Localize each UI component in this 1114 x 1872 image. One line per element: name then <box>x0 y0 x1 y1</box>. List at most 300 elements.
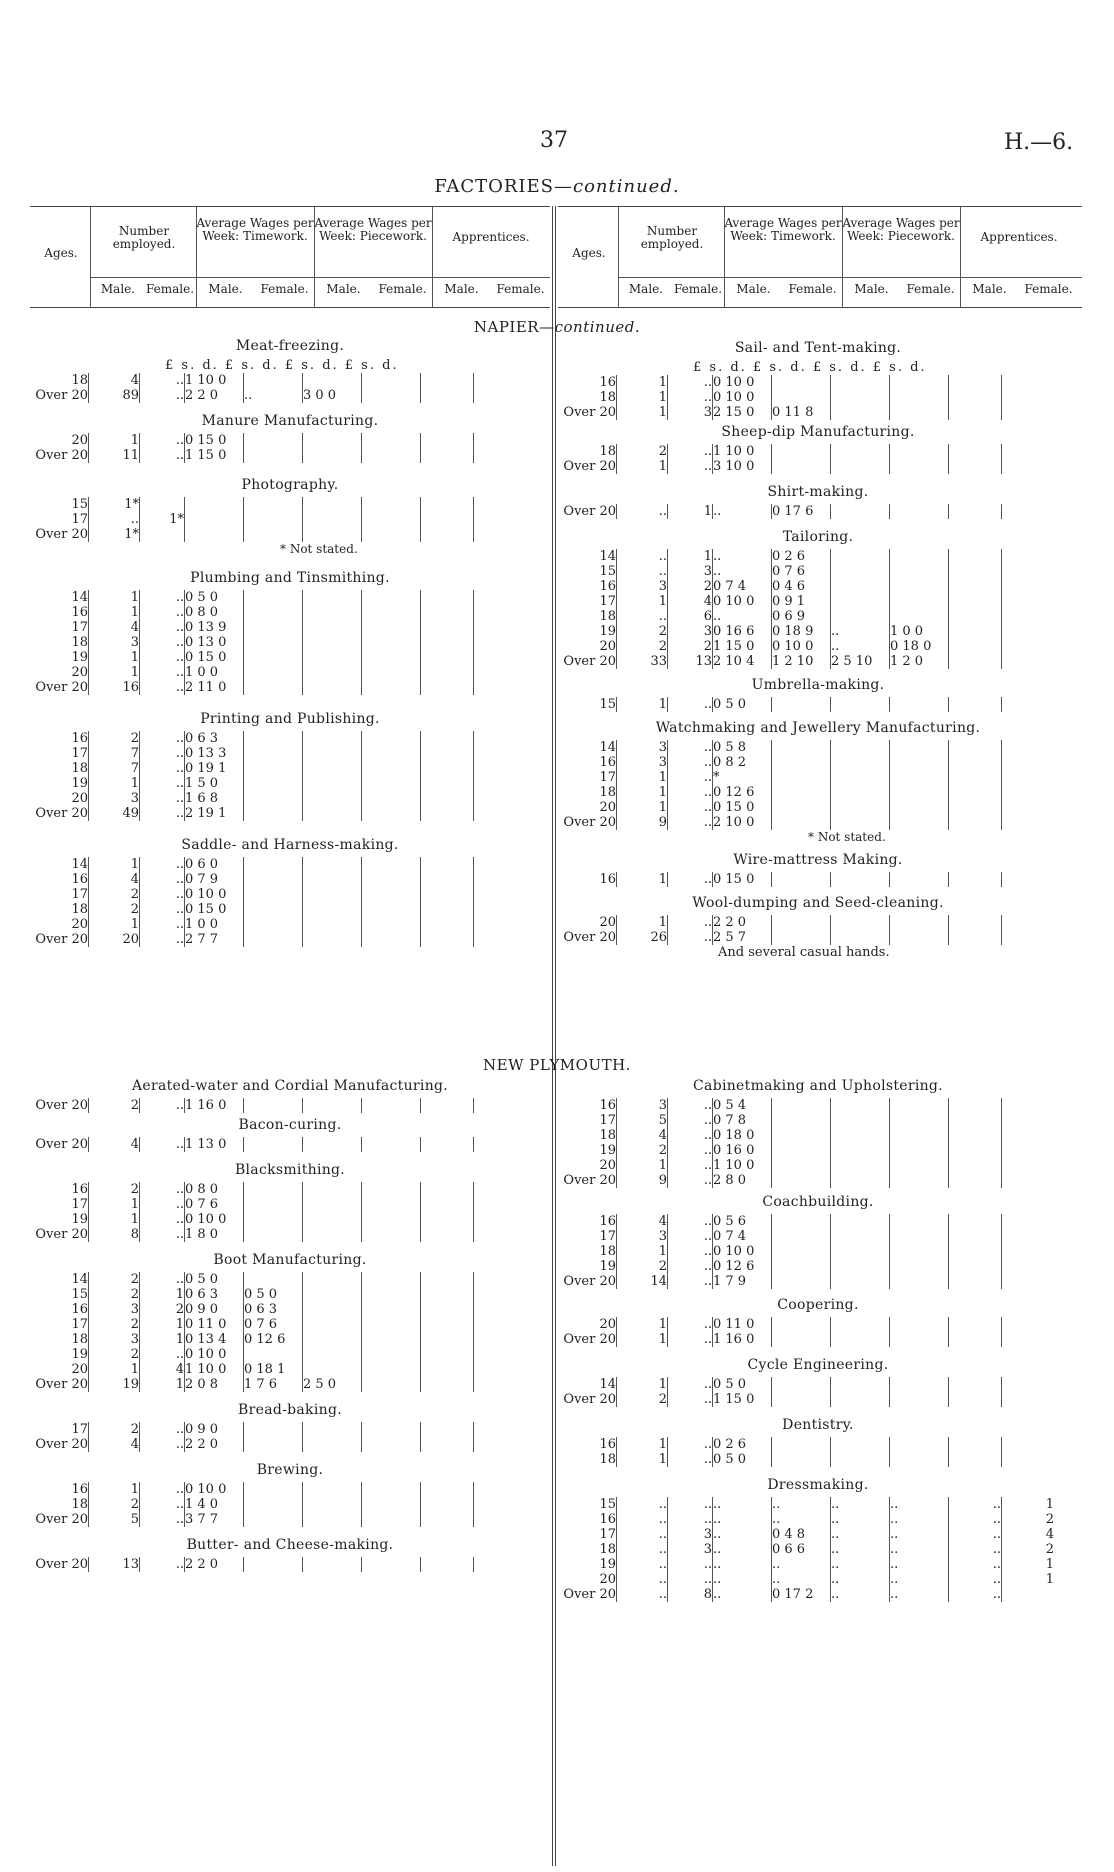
cell-am <box>949 1377 1002 1392</box>
cell-m: 3 <box>617 740 668 755</box>
cell-age: 17 <box>30 1317 89 1332</box>
cell-age: Over 20 <box>558 1332 617 1347</box>
cell-pf <box>362 497 421 512</box>
cell-am <box>421 388 474 403</box>
document-reference: H.—6. <box>1004 130 1074 155</box>
cell-age: 20 <box>30 665 89 680</box>
cell-pm <box>831 1113 890 1128</box>
cell-age: 18 <box>558 1542 617 1557</box>
cell-pm <box>831 755 890 770</box>
cell-pf <box>362 791 421 806</box>
header-number-employed: Number employed. <box>640 224 704 251</box>
wage-table <box>558 444 1054 474</box>
cell-tm: 0 11 0 <box>185 1317 244 1332</box>
cell-af <box>474 1317 527 1332</box>
cell-am <box>949 564 1002 579</box>
table-row <box>30 635 526 650</box>
cell-f: .. <box>668 770 713 785</box>
cell-am <box>949 785 1002 800</box>
cell-am <box>949 815 1002 830</box>
cell-tf: .. <box>244 388 303 403</box>
cell-tf <box>244 1497 303 1512</box>
header-male: Male. <box>854 282 889 296</box>
cell-tf <box>772 1229 831 1244</box>
cell-pf <box>362 1302 421 1317</box>
cell-m: 49 <box>89 806 140 821</box>
cell-f: .. <box>140 590 185 605</box>
table-row <box>30 373 526 388</box>
cell-pf <box>890 444 949 459</box>
cell-tf <box>244 680 303 695</box>
cell-m: 33 <box>617 654 668 669</box>
cell-f: .. <box>140 1437 185 1452</box>
industry-title: Dressmaking. <box>767 1477 869 1493</box>
cell-tm <box>185 527 244 542</box>
cell-pf <box>890 594 949 609</box>
industry-section <box>30 570 550 695</box>
cell-pf <box>362 388 421 403</box>
cell-am <box>949 1158 1002 1173</box>
cell-pm <box>831 459 890 474</box>
cell-tm: 0 5 0 <box>713 1377 772 1392</box>
cell-pf <box>890 1143 949 1158</box>
cell-pf <box>362 1272 421 1287</box>
cell-am <box>421 902 474 917</box>
cell-af <box>474 746 527 761</box>
cell-age: 18 <box>558 609 617 624</box>
industry-section <box>558 529 1078 669</box>
cell-m: 2 <box>617 1143 668 1158</box>
cell-pm: .. <box>831 1542 890 1557</box>
cell-af <box>474 1557 527 1572</box>
cell-af <box>474 1332 527 1347</box>
cell-am <box>421 1512 474 1527</box>
cell-tm: 1 10 0 <box>713 1158 772 1173</box>
cell-tf: 0 9 1 <box>772 594 831 609</box>
cell-pm <box>831 785 890 800</box>
wage-table <box>30 1482 526 1527</box>
industry-title: Dentistry. <box>782 1417 854 1433</box>
table-row <box>30 1482 526 1497</box>
cell-am <box>421 635 474 650</box>
cell-pf <box>890 459 949 474</box>
cell-am <box>421 1422 474 1437</box>
cell-m: 19 <box>89 1377 140 1392</box>
cell-m: 9 <box>617 815 668 830</box>
cell-f: .. <box>668 1173 713 1188</box>
cell-am <box>949 1259 1002 1274</box>
cell-pm <box>303 1497 362 1512</box>
header-piecework: Average Wages per Week: Piecework. <box>314 216 432 243</box>
cell-age: Over 20 <box>558 930 617 945</box>
cell-tf <box>244 665 303 680</box>
cell-tf <box>244 448 303 463</box>
cell-m: 4 <box>89 1137 140 1152</box>
cell-tf: 0 5 0 <box>244 1287 303 1302</box>
cell-m: .. <box>89 512 140 527</box>
table-row <box>30 1287 526 1302</box>
cell-age: 19 <box>30 650 89 665</box>
cell-am <box>949 1452 1002 1467</box>
cell-tf <box>244 917 303 932</box>
cell-m: 1 <box>89 857 140 872</box>
cell-m: 1 <box>617 770 668 785</box>
cell-tf <box>772 1214 831 1229</box>
table-row <box>558 1572 1054 1587</box>
cell-af <box>474 433 527 448</box>
industry-title: Photography. <box>241 477 339 493</box>
cell-tf <box>772 697 831 712</box>
cell-pf <box>890 609 949 624</box>
cell-pf <box>362 527 421 542</box>
cell-m: 3 <box>89 791 140 806</box>
cell-pm <box>831 740 890 755</box>
header-number-employed: Number employed. <box>112 224 176 251</box>
cell-pf <box>890 1274 949 1289</box>
cell-af <box>1002 1377 1055 1392</box>
cell-pf <box>362 887 421 902</box>
cell-pf: 0 18 0 <box>890 639 949 654</box>
cell-pm <box>831 1214 890 1229</box>
table-row <box>30 1362 526 1377</box>
cell-m: 1 <box>89 1197 140 1212</box>
cell-af <box>474 917 527 932</box>
cell-m: 2 <box>89 1422 140 1437</box>
cell-am <box>949 549 1002 564</box>
table-row <box>30 605 526 620</box>
table-row <box>558 815 1054 830</box>
cell-f: .. <box>668 444 713 459</box>
cell-pf <box>362 1437 421 1452</box>
cell-af <box>474 887 527 902</box>
wage-table <box>30 1098 526 1113</box>
cell-tf <box>244 1422 303 1437</box>
cell-am <box>949 654 1002 669</box>
table-row <box>558 609 1054 624</box>
cell-tf <box>244 1347 303 1362</box>
cell-am <box>421 1377 474 1392</box>
industry-title: Cycle Engineering. <box>747 1357 889 1373</box>
cell-age: 16 <box>30 605 89 620</box>
table-row <box>558 1143 1054 1158</box>
cell-pm <box>831 1158 890 1173</box>
cell-pm <box>303 1227 362 1242</box>
cell-pm <box>831 375 890 390</box>
cell-m: 1* <box>89 527 140 542</box>
cell-tm: 2 2 0 <box>713 915 772 930</box>
table-row <box>30 806 526 821</box>
table-row <box>558 1557 1054 1572</box>
cell-pm <box>303 605 362 620</box>
cell-am <box>421 1227 474 1242</box>
cell-af: 1 <box>1045 1497 1054 1512</box>
industry-section <box>30 837 550 947</box>
table-row <box>30 433 526 448</box>
cell-af <box>474 857 527 872</box>
cell-af <box>474 388 527 403</box>
cell-pf <box>890 1229 949 1244</box>
cell-pm: .. <box>831 1557 890 1572</box>
cell-am <box>421 373 474 388</box>
table-row <box>558 1259 1054 1274</box>
cell-am: .. <box>949 1527 1002 1542</box>
cell-tm: 1 5 0 <box>185 776 244 791</box>
cell-af <box>1002 755 1055 770</box>
cell-f <box>140 527 185 542</box>
cell-tf <box>772 444 831 459</box>
cell-age: Over 20 <box>30 806 89 821</box>
cell-pm <box>303 917 362 932</box>
cell-m: .. <box>617 1557 668 1572</box>
cell-pf <box>890 930 949 945</box>
cell-age: Over 20 <box>558 1392 617 1407</box>
industry-section <box>558 1357 1078 1407</box>
cell-m: 2 <box>89 1287 140 1302</box>
cell-af <box>474 605 527 620</box>
cell-age: 19 <box>558 1259 617 1274</box>
cell-m: 1 <box>617 459 668 474</box>
footnote: * Not stated. <box>280 542 358 556</box>
cell-f <box>140 497 185 512</box>
cell-am <box>421 1197 474 1212</box>
cell-pm <box>831 770 890 785</box>
cell-pm <box>303 665 362 680</box>
cell-am: .. <box>949 1512 1002 1527</box>
cell-age: 18 <box>558 785 617 800</box>
cell-age: Over 20 <box>30 1227 89 1242</box>
cell-pf <box>362 902 421 917</box>
wage-table <box>30 857 526 947</box>
table-row <box>558 1214 1054 1229</box>
industry-section <box>558 1417 1078 1467</box>
cell-pf <box>890 755 949 770</box>
header-female: Female. <box>673 282 723 296</box>
cell-f: 3 <box>668 624 713 639</box>
cell-f: .. <box>668 375 713 390</box>
header-timework: Average Wages per Week: Timework. <box>724 216 842 243</box>
cell-tf <box>244 1182 303 1197</box>
cell-pm: .. <box>831 639 890 654</box>
cell-am <box>421 1332 474 1347</box>
cell-pf <box>890 1113 949 1128</box>
wage-table <box>558 1437 1054 1467</box>
cell-tf <box>244 932 303 947</box>
cell-tf <box>244 1227 303 1242</box>
cell-tf <box>244 776 303 791</box>
cell-f: 6 <box>668 609 713 624</box>
header-male: Male. <box>444 282 479 296</box>
cell-f: .. <box>140 680 185 695</box>
cell-af <box>1002 1173 1055 1188</box>
cell-tf: 0 7 6 <box>244 1317 303 1332</box>
cell-tf: .. <box>772 1497 831 1512</box>
cell-pm <box>303 1212 362 1227</box>
wage-table <box>558 697 1054 712</box>
industry-title: Butter- and Cheese-making. <box>186 1537 394 1553</box>
cell-tm: 0 7 4 <box>713 579 772 594</box>
cell-age: 19 <box>30 1347 89 1362</box>
cell-tf <box>244 512 303 527</box>
cell-af <box>1002 1158 1055 1173</box>
cell-age: Over 20 <box>558 1587 617 1602</box>
cell-tm: 0 2 6 <box>713 1437 772 1452</box>
table-row <box>30 1497 526 1512</box>
cell-am <box>949 930 1002 945</box>
table-row <box>30 1227 526 1242</box>
cell-pm <box>303 857 362 872</box>
cell-age: Over 20 <box>558 815 617 830</box>
cell-m: 2 <box>617 624 668 639</box>
cell-pm <box>831 594 890 609</box>
cell-tf <box>772 800 831 815</box>
cell-m: 2 <box>89 1272 140 1287</box>
cell-pf <box>362 1557 421 1572</box>
cell-tf: .. <box>772 1572 831 1587</box>
table-row <box>558 459 1054 474</box>
cell-tm: 1 6 8 <box>185 791 244 806</box>
cell-f: .. <box>140 1212 185 1227</box>
cell-am <box>949 504 1002 519</box>
cell-am <box>421 590 474 605</box>
cell-am <box>421 887 474 902</box>
cell-pf <box>362 512 421 527</box>
new-plymouth-left-column <box>30 1078 550 1582</box>
industry-section <box>30 1537 550 1572</box>
table-row <box>558 1229 1054 1244</box>
cell-af <box>474 1098 527 1113</box>
industry-section <box>30 711 550 821</box>
cell-pf <box>362 665 421 680</box>
cell-age: 17 <box>30 620 89 635</box>
industry-title: Coopering. <box>777 1297 859 1313</box>
cell-am <box>421 650 474 665</box>
cell-af <box>1002 1587 1055 1602</box>
column-header-right <box>558 206 1082 308</box>
table-row <box>558 1437 1054 1452</box>
table-row <box>30 1098 526 1113</box>
cell-tm: .. <box>713 549 772 564</box>
header-ages: Ages. <box>44 246 78 260</box>
cell-f: 2 <box>668 639 713 654</box>
table-row <box>558 915 1054 930</box>
header-male: Male. <box>736 282 771 296</box>
cell-tm: 2 2 0 <box>185 1557 244 1572</box>
cell-af: 1 <box>1045 1557 1054 1572</box>
cell-pm <box>303 1362 362 1377</box>
cell-f: .. <box>140 1347 185 1362</box>
cell-f: .. <box>668 815 713 830</box>
cell-tf: 0 17 6 <box>772 504 831 519</box>
cell-am <box>421 1272 474 1287</box>
cell-tf <box>244 1137 303 1152</box>
cell-tf <box>244 650 303 665</box>
cell-age: 17 <box>558 1113 617 1128</box>
cell-pm <box>303 680 362 695</box>
cell-m: 1 <box>89 776 140 791</box>
cell-pm <box>303 1482 362 1497</box>
cell-af: 2 <box>1045 1542 1054 1557</box>
cell-pf <box>890 1244 949 1259</box>
cell-pf <box>362 635 421 650</box>
cell-age: Over 20 <box>30 932 89 947</box>
table-row <box>558 504 1054 519</box>
wage-table <box>558 1098 1054 1188</box>
cell-pm <box>831 915 890 930</box>
cell-f: 3 <box>668 564 713 579</box>
cell-m: 7 <box>89 746 140 761</box>
cell-pm <box>831 1128 890 1143</box>
cell-tf <box>244 1482 303 1497</box>
cell-f: 2 <box>668 579 713 594</box>
cell-pm <box>303 731 362 746</box>
industry-section <box>30 1162 550 1242</box>
cell-am <box>421 776 474 791</box>
cell-f: .. <box>668 755 713 770</box>
cell-f: .. <box>668 1244 713 1259</box>
cell-af <box>1002 579 1055 594</box>
table-row <box>558 1497 1054 1512</box>
table-row <box>558 1158 1054 1173</box>
cell-af <box>1002 1392 1055 1407</box>
cell-am <box>421 1302 474 1317</box>
cell-tm: 0 6 3 <box>185 1287 244 1302</box>
cell-tm: .. <box>713 564 772 579</box>
cell-pm <box>831 504 890 519</box>
cell-tm: 3 10 0 <box>713 459 772 474</box>
cell-tf <box>772 1392 831 1407</box>
cell-am <box>421 917 474 932</box>
table-row <box>558 375 1054 390</box>
cell-age: 15 <box>30 497 89 512</box>
cell-m: .. <box>617 1497 668 1512</box>
header-male: Male. <box>326 282 361 296</box>
cell-age: 18 <box>30 761 89 776</box>
cell-pm <box>303 620 362 635</box>
cell-tm: 0 7 9 <box>185 872 244 887</box>
cell-f: .. <box>140 605 185 620</box>
cell-am: .. <box>949 1587 1002 1602</box>
table-row <box>30 665 526 680</box>
cell-pf <box>890 1128 949 1143</box>
cell-age: Over 20 <box>30 448 89 463</box>
cell-pf <box>362 1182 421 1197</box>
cell-f: .. <box>140 806 185 821</box>
industry-title: Boot Manufacturing. <box>213 1252 367 1268</box>
cell-pf <box>362 1347 421 1362</box>
cell-pf: 1 0 0 <box>890 624 949 639</box>
cell-m: .. <box>617 609 668 624</box>
cell-am <box>949 1317 1002 1332</box>
cell-am <box>949 579 1002 594</box>
cell-tm: 0 10 0 <box>185 1347 244 1362</box>
cell-af <box>474 680 527 695</box>
cell-am <box>421 1437 474 1452</box>
cell-f: .. <box>668 1158 713 1173</box>
cell-pf <box>362 433 421 448</box>
cell-tm <box>185 512 244 527</box>
table-row <box>30 1557 526 1572</box>
cell-f: .. <box>668 1437 713 1452</box>
cell-am <box>421 1182 474 1197</box>
header-apprentices: Apprentices. <box>452 230 530 244</box>
cell-af <box>1002 770 1055 785</box>
header-female: Female. <box>378 282 427 296</box>
cell-pf <box>362 1287 421 1302</box>
cell-tm: 0 5 0 <box>713 697 772 712</box>
cell-m: 20 <box>89 932 140 947</box>
cell-pf: .. <box>890 1587 949 1602</box>
cell-am <box>949 740 1002 755</box>
